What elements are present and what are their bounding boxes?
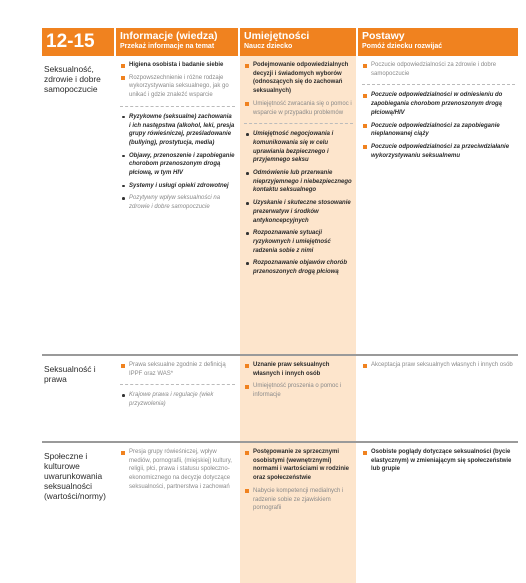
list-item: Akceptacja praw seksualnych własnych i innych osób bbox=[362, 361, 515, 370]
cell-divider bbox=[120, 384, 235, 385]
attitudes-cell bbox=[356, 56, 518, 354]
knowledge-cell bbox=[114, 356, 238, 441]
bullet-list bbox=[362, 361, 515, 370]
header-attitudes bbox=[356, 28, 518, 56]
table-row bbox=[42, 354, 518, 441]
bullet-list bbox=[244, 61, 353, 117]
header-subtitle: Przekaż informacje na temat bbox=[120, 43, 215, 50]
cell-divider bbox=[362, 84, 515, 85]
list-item: Higiena osobista i badanie siebie bbox=[120, 61, 235, 70]
header-subtitle: Naucz dziecko bbox=[244, 43, 293, 50]
list-item: Systemy i usługi opieki zdrowotnej bbox=[120, 182, 235, 191]
table-row bbox=[42, 441, 518, 583]
list-item: Poczucie odpowiedzialności w odniesieniu do zapobiegania chorobom przenoszonym drogą płciową/HIV bbox=[362, 91, 515, 117]
skills-cell bbox=[238, 443, 356, 583]
bullet-list bbox=[244, 361, 353, 400]
list-item: Postępowanie ze sprzecznymi osobistymi (wewnętrznymi) normami i wartościami w rodzinie oraz społeczeństwie bbox=[244, 448, 353, 483]
cell-divider bbox=[120, 106, 235, 107]
list-item: Ryzykowne (seksualne) zachowania i ich następstwa (alkohol, leki, presja grupy rówieśniczej, prześladowanie (bullying), prostytucja, media) bbox=[120, 113, 235, 148]
list-item: Rozpoznawanie objawów chorób przenoszonych drogą płciową bbox=[244, 259, 353, 276]
list-item: Poczucie odpowiedzialności za przeciwdziałanie wykorzystywaniu seksualnemu bbox=[362, 143, 515, 160]
list-item: Umiejętność negocjowania i komunikowania się w celu uprawiania bezpiecznego i przyjemnego seksu bbox=[244, 130, 353, 165]
list-item: Umiejętność proszenia o pomoc i informacje bbox=[244, 382, 353, 399]
list-item: Rozpoznawanie sytuacji ryzykownych i umiejętność radzenia sobie z nimi bbox=[244, 229, 353, 255]
bullet-list bbox=[120, 61, 235, 100]
header-knowledge bbox=[114, 28, 238, 56]
knowledge-cell bbox=[114, 443, 238, 583]
bullet-list bbox=[120, 361, 235, 378]
bullet-list bbox=[362, 61, 515, 78]
row-topic: Seksualność i prawa bbox=[44, 364, 96, 384]
list-item: Uzyskanie i skuteczne stosowanie prezerwatyw i środków antykoncepcyjnych bbox=[244, 199, 353, 225]
list-item: Rozpowszechnienie i różne rodzaje wykorzystywania seksualnego, jak go unikać i gdzie znaleźć wsparcie bbox=[120, 74, 235, 100]
bullet-list bbox=[362, 91, 515, 160]
attitudes-cell bbox=[356, 443, 518, 583]
list-item: Osobiste poglądy dotyczące seksualności (bycie elastycznym) w zmieniającym się społeczeństwie lub grupie bbox=[362, 448, 515, 474]
list-item: Poczucie odpowiedzialności za zdrowie i dobre samopoczucie bbox=[362, 61, 515, 78]
header-subtitle: Pomóż dziecku rozwijać bbox=[362, 43, 443, 50]
list-item: Pozytywny wpływ seksualności na zdrowie i dobre samopoczucie bbox=[120, 194, 235, 211]
list-item: Objawy, przenoszenie i zapobieganie chorobom przenoszonym drogą płciową, w tym HIV bbox=[120, 152, 235, 178]
cell-divider bbox=[244, 123, 353, 124]
bullet-list bbox=[362, 448, 515, 474]
row-topic: Społeczne i kulturowe uwarunkowania seksualności (wartości/normy) bbox=[44, 451, 106, 501]
header-title: Postawy bbox=[362, 30, 405, 42]
list-item: Poczucie odpowiedzialności za zapobieganie nieplanowanej ciąży bbox=[362, 122, 515, 139]
skills-cell bbox=[238, 56, 356, 354]
list-item: Podejmowanie odpowiedzialnych decyzji i świadomych wyborów (odnoszących się do zachowań seksualnych) bbox=[244, 61, 353, 96]
table-header bbox=[42, 28, 518, 56]
list-item: Nabycie kompetencji medialnych i radzenie sobie ze zjawiskiem pornografii bbox=[244, 487, 353, 513]
bullet-list bbox=[120, 448, 235, 492]
list-item: Odmówienie lub przerwanie nieprzyjemnego i niebezpiecznego kontaktu seksualnego bbox=[244, 169, 353, 195]
list-item: Prawa seksualne zgodnie z definicją IPPF oraz WAS* bbox=[120, 361, 235, 378]
list-item: Presja grupy rówieśniczej, wpływ mediów, pornografii, (miejskiej) kultury, religii, płci, prawa i statusu społeczno-ekonomicznego na decyzje dotyczące seksualności, partnerstwa i zachowań bbox=[120, 448, 235, 492]
list-item: Umiejętność zwracania się o pomoc i wsparcie w przypadku problemów bbox=[244, 100, 353, 117]
header-skills bbox=[238, 28, 356, 56]
knowledge-cell bbox=[114, 56, 238, 354]
list-item: Uznanie praw seksualnych własnych i innych osób bbox=[244, 361, 353, 378]
bullet-list bbox=[120, 113, 235, 212]
curriculum-table bbox=[42, 28, 518, 583]
table-row bbox=[42, 56, 518, 354]
bullet-list bbox=[244, 130, 353, 277]
age-group-label: 12-15 bbox=[42, 28, 114, 56]
row-topic: Seksualność, zdrowie i dobre samopoczucie bbox=[44, 64, 101, 94]
header-title: Informacje (wiedza) bbox=[120, 30, 218, 42]
bullet-list bbox=[120, 391, 235, 408]
skills-cell bbox=[238, 356, 356, 441]
bullet-list bbox=[244, 448, 353, 513]
attitudes-cell bbox=[356, 356, 518, 441]
header-title: Umiejętności bbox=[244, 30, 310, 42]
list-item: Krajowe prawa i regulacje (wiek przyzwolenia) bbox=[120, 391, 235, 408]
